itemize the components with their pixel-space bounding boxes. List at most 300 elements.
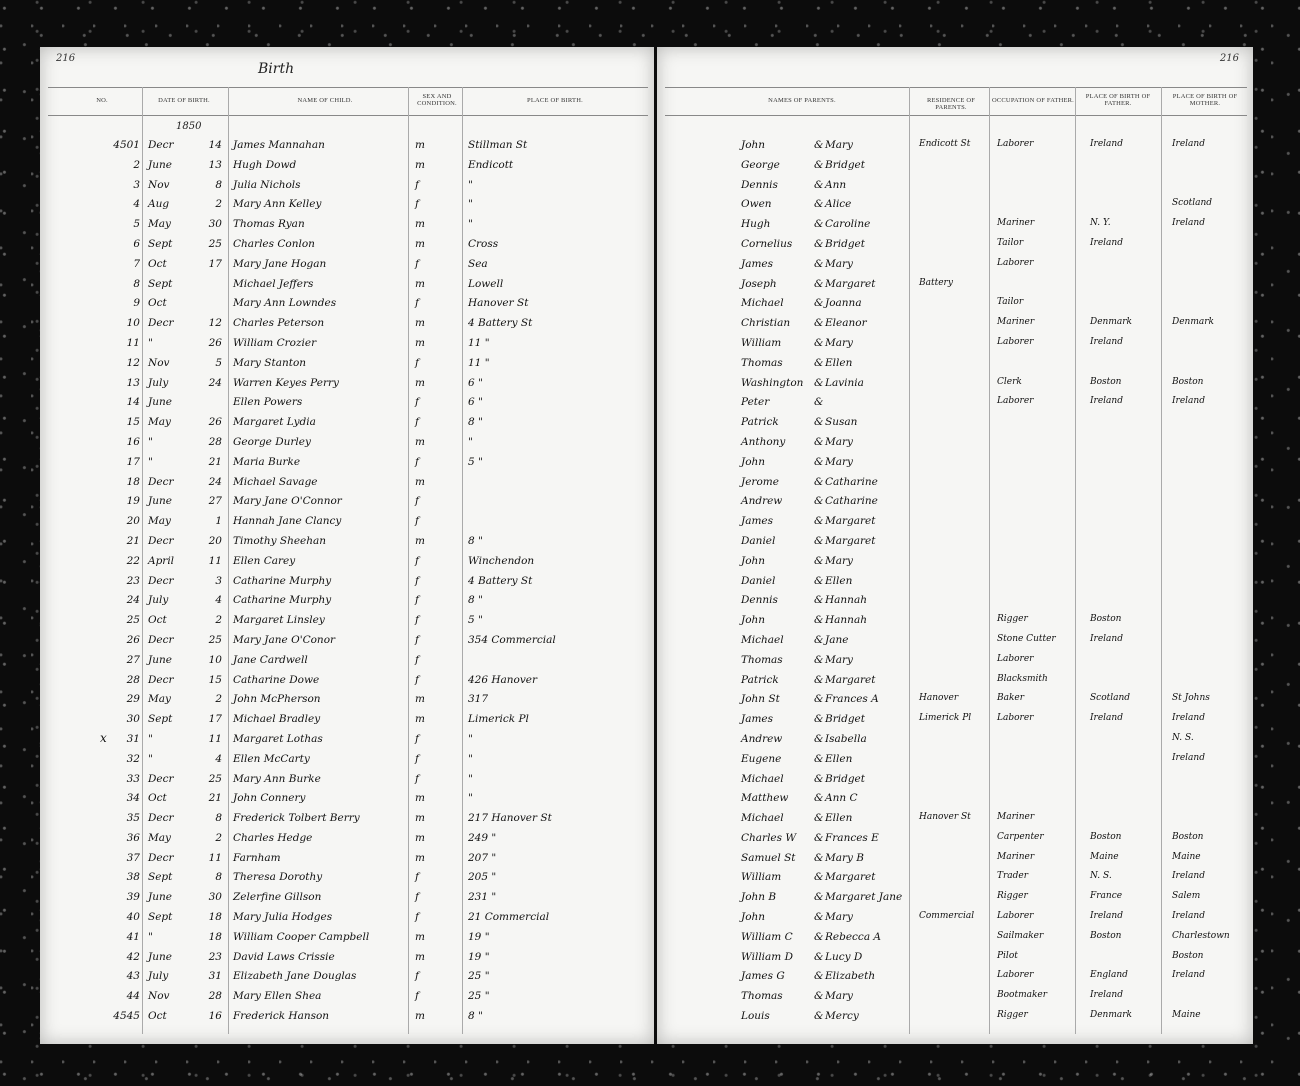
table-row [657, 929, 1253, 949]
child-name: John McPherson [233, 693, 321, 706]
birth-day: 25 [208, 237, 222, 250]
birth-day: 2 [215, 831, 222, 844]
father-name: Cornelius [741, 237, 793, 250]
birth-day: 20 [208, 534, 222, 547]
father-birthplace: Ireland [1090, 990, 1123, 1001]
ampersand-glyph: & [814, 515, 824, 528]
father-occupation: Tailor [997, 297, 1024, 308]
father-name: Jerome [741, 475, 779, 488]
ampersand-glyph: & [814, 812, 824, 825]
header-rule-bottom [665, 115, 1247, 116]
father-name: Joseph [741, 277, 777, 290]
birth-place: Lowell [468, 277, 504, 290]
father-name: Dennis [741, 178, 778, 191]
birth-day: 11 [208, 851, 222, 864]
child-sex: f [415, 633, 419, 646]
father-name: Michael [741, 812, 784, 825]
ampersand-glyph: & [814, 990, 824, 1003]
mother-name: Mary [825, 911, 853, 924]
table-row [40, 454, 654, 474]
birth-place: 25 " [468, 970, 490, 983]
father-name: James [741, 257, 774, 270]
child-sex: f [415, 594, 419, 607]
child-name: James Mannahan [233, 139, 325, 151]
right-register-page [657, 47, 1253, 1044]
father-name: Matthew [741, 792, 789, 805]
father-name: Dennis [741, 594, 778, 607]
child-name: Theresa Dorothy [233, 871, 323, 884]
child-name: Hannah Jane Clancy [233, 515, 342, 528]
table-row [40, 216, 654, 236]
child-sex: m [415, 713, 425, 726]
table-row [657, 790, 1253, 810]
mother-name: Margaret Jane [825, 891, 903, 904]
father-name: John St [741, 693, 780, 706]
mother-birthplace: Boston [1172, 376, 1204, 387]
father-name: Samuel St [741, 851, 796, 864]
ampersand-glyph: & [814, 792, 824, 805]
table-row [40, 869, 654, 889]
father-birthplace: France [1090, 891, 1123, 902]
father-occupation: Laborer [997, 139, 1034, 149]
mother-name: Margaret [825, 515, 876, 528]
birth-place: 21 Commercial [468, 911, 550, 924]
birth-place: 6 " [468, 396, 483, 409]
birth-day: 17 [208, 257, 222, 270]
child-name: Margaret Lothas [233, 732, 323, 745]
mother-name: Joanna [825, 297, 862, 310]
mother-birthplace: Ireland [1172, 871, 1205, 882]
father-birthplace: N. S. [1090, 871, 1112, 882]
child-name: Charles Hedge [233, 831, 313, 844]
birth-month: " [148, 455, 153, 468]
ampersand-glyph: & [814, 356, 824, 369]
header-date-of-birth: DATE OF BIRTH. [158, 97, 210, 104]
ampersand-glyph: & [814, 752, 824, 765]
child-sex: f [415, 871, 419, 884]
table-row [657, 276, 1253, 296]
record-number: 4501 [113, 139, 140, 151]
child-name: Thomas Ryan [233, 218, 305, 231]
father-name: Thomas [741, 653, 783, 666]
father-birthplace: Boston [1090, 614, 1122, 625]
mother-birthplace: Maine [1172, 1010, 1201, 1021]
parents-residence: Hanover St [919, 812, 971, 823]
father-birthplace: England [1090, 970, 1128, 981]
child-name: Michael Jeffers [233, 277, 314, 290]
birth-day: 8 [215, 871, 222, 884]
child-sex: m [415, 376, 425, 389]
father-occupation: Rigger [997, 614, 1028, 625]
birth-month: Decr [148, 772, 174, 785]
header-name-of-child: NAME OF CHILD. [297, 97, 353, 104]
father-birthplace: Boston [1090, 376, 1122, 387]
father-name: Washington [741, 376, 804, 389]
table-row [657, 889, 1253, 909]
birth-place: " [468, 792, 473, 805]
table-row [40, 889, 654, 909]
birth-month: Oct [148, 297, 167, 310]
birth-day: 11 [208, 554, 222, 567]
table-row [40, 949, 654, 969]
mother-name: Margaret [825, 277, 876, 290]
ampersand-glyph: & [814, 653, 824, 666]
ampersand-glyph: & [814, 297, 824, 310]
child-name: Margaret Linsley [233, 614, 325, 627]
record-number: 33 [126, 772, 140, 785]
child-sex: m [415, 950, 425, 963]
child-name: Mary Julia Hodges [233, 911, 333, 924]
child-name: Charles Peterson [233, 317, 325, 330]
record-number: 19 [126, 495, 140, 508]
father-name: Michael [741, 772, 784, 785]
ampersand-glyph: & [814, 198, 824, 211]
ampersand-glyph: & [814, 891, 824, 904]
father-name: Peter [741, 396, 770, 409]
table-row [657, 414, 1253, 434]
table-row [40, 968, 654, 988]
child-sex: f [415, 673, 419, 686]
birth-month: Nov [148, 990, 170, 1003]
table-row [657, 612, 1253, 632]
father-birthplace: Scotland [1090, 693, 1131, 704]
mother-birthplace: Salem [1172, 891, 1201, 902]
table-row [40, 929, 654, 949]
record-number: 17 [126, 455, 140, 468]
father-occupation: Laborer [997, 713, 1034, 724]
ampersand-glyph: & [814, 1010, 824, 1023]
birth-month: Decr [148, 139, 174, 151]
table-row [40, 771, 654, 791]
mother-name: Margaret [825, 871, 876, 884]
birth-place: " [468, 772, 473, 785]
table-row [40, 434, 654, 454]
child-name: Ellen Powers [233, 396, 303, 409]
record-number: 8 [133, 277, 140, 290]
mother-name: Bridget [825, 772, 865, 785]
child-sex: m [415, 218, 425, 231]
record-number: 43 [126, 970, 140, 983]
child-name: Maria Burke [233, 455, 301, 468]
birth-place: Endicott [468, 158, 514, 171]
child-sex: f [415, 257, 419, 270]
ampersand-glyph: & [814, 277, 824, 290]
father-occupation: Mariner [997, 317, 1035, 328]
record-number: 34 [126, 792, 140, 805]
father-name: George [741, 158, 780, 171]
father-name: John [741, 554, 766, 567]
birth-place: 426 Hanover [468, 673, 538, 686]
birth-place: 4 Battery St [468, 317, 533, 330]
table-row [657, 375, 1253, 395]
table-row [40, 850, 654, 870]
record-number: 10 [126, 317, 140, 330]
birth-place: Winchendon [468, 554, 535, 567]
birth-month: Nov [148, 178, 170, 191]
birth-place: Sea [468, 257, 488, 270]
left-rows [40, 137, 654, 1028]
father-birthplace: Denmark [1090, 317, 1132, 328]
birth-place: 207 " [468, 851, 497, 864]
table-row [657, 394, 1253, 414]
birth-place: 25 " [468, 990, 490, 1003]
child-name: Ellen McCarty [233, 752, 310, 765]
father-name: Owen [741, 198, 772, 211]
father-name: Christian [741, 317, 791, 330]
birth-month: July [148, 594, 169, 607]
birth-month: Oct [148, 257, 167, 270]
table-row [657, 216, 1253, 236]
birth-day: 21 [208, 455, 222, 468]
child-name: David Laws Crissie [233, 950, 335, 963]
ampersand-glyph: & [814, 317, 824, 330]
table-row [657, 236, 1253, 256]
birth-month: " [148, 930, 153, 943]
record-number: 9 [133, 297, 140, 310]
child-name: Frederick Tolbert Berry [233, 812, 360, 825]
section-title: Birth [258, 61, 295, 77]
record-number: 32 [126, 752, 140, 765]
child-sex: m [415, 158, 425, 171]
table-row [40, 236, 654, 256]
table-row [657, 157, 1253, 177]
table-row [40, 553, 654, 573]
child-sex: m [415, 851, 425, 864]
father-occupation: Clerk [997, 376, 1022, 387]
father-name: Eugene [741, 752, 782, 765]
mother-birthplace: Ireland [1172, 970, 1205, 981]
record-number: 6 [133, 237, 140, 250]
birth-place: " [468, 218, 473, 231]
ampersand-glyph: & [814, 871, 824, 884]
child-name: Elizabeth Jane Douglas [233, 970, 357, 983]
birth-month: May [148, 218, 171, 231]
table-row [40, 355, 654, 375]
father-occupation: Rigger [997, 1010, 1028, 1021]
table-row [40, 790, 654, 810]
child-name: Zelerfine Gillson [233, 891, 322, 904]
record-number: 44 [126, 990, 140, 1003]
record-number: 42 [126, 950, 140, 963]
father-name: Thomas [741, 990, 783, 1003]
record-number: 36 [126, 831, 140, 844]
table-row [657, 592, 1253, 612]
birth-place: 205 " [468, 871, 497, 884]
birth-month: July [148, 376, 169, 389]
birth-month: Decr [148, 534, 174, 547]
birth-day: 8 [215, 178, 222, 191]
child-sex: f [415, 990, 419, 1003]
child-sex: m [415, 693, 425, 706]
mother-name: Susan [825, 416, 858, 429]
mother-name: Bridget [825, 237, 865, 250]
child-name: Mary Ann Lowndes [233, 297, 337, 310]
birth-place: Hanover St [468, 297, 529, 310]
child-name: Catharine Murphy [233, 574, 332, 587]
mother-name: Hannah [825, 594, 867, 607]
table-row [657, 177, 1253, 197]
birth-month: July [148, 970, 169, 983]
birth-month: Decr [148, 812, 174, 825]
record-number: 41 [126, 930, 140, 943]
father-occupation: Blacksmith [997, 673, 1048, 684]
table-row [657, 869, 1253, 889]
father-occupation: Mariner [997, 851, 1035, 862]
mother-name: Ellen [825, 574, 853, 587]
table-row [40, 592, 654, 612]
birth-month: Decr [148, 574, 174, 587]
header-names-of-parents: NAMES OF PARENTS. [768, 97, 836, 104]
child-name: Timothy Sheehan [233, 534, 327, 547]
birth-month: May [148, 416, 171, 429]
parents-residence: Battery [919, 277, 953, 288]
child-sex: f [415, 416, 419, 429]
father-birthplace: Ireland [1090, 139, 1123, 149]
birth-day: 18 [208, 930, 222, 943]
child-name: Hugh Dowd [233, 158, 297, 171]
record-number: 12 [126, 356, 140, 369]
child-sex: f [415, 356, 419, 369]
table-row [40, 474, 654, 494]
child-sex: f [415, 891, 419, 904]
table-row [657, 988, 1253, 1008]
ampersand-glyph: & [814, 376, 824, 389]
birth-day: 27 [208, 495, 222, 508]
ampersand-glyph: & [814, 930, 824, 943]
father-name: Patrick [741, 673, 779, 686]
table-row [657, 830, 1253, 850]
header-no: NO. [96, 97, 108, 104]
father-name: Patrick [741, 416, 779, 429]
child-name: Mary Jane O'Connor [233, 495, 342, 508]
ampersand-glyph: & [814, 455, 824, 468]
birth-month: Decr [148, 317, 174, 330]
header-occupation-of-father: OCCUPATION OF FATHER. [991, 97, 1075, 104]
table-row [657, 909, 1253, 929]
record-number: 37 [126, 851, 140, 864]
ampersand-glyph: & [814, 495, 824, 508]
birth-month: June [148, 396, 172, 409]
child-name: Charles Conlon [233, 237, 315, 250]
ampersand-glyph: & [814, 218, 824, 231]
ampersand-glyph: & [814, 158, 824, 171]
table-row [40, 414, 654, 434]
birth-month: " [148, 732, 153, 745]
father-birthplace: Ireland [1090, 713, 1123, 724]
father-name: William [741, 336, 782, 349]
father-occupation: Tailor [997, 237, 1024, 248]
birth-day: 2 [215, 198, 222, 211]
birth-month: June [148, 158, 172, 171]
mother-birthplace: Denmark [1172, 317, 1214, 328]
father-occupation: Pilot [997, 950, 1018, 961]
table-row [657, 335, 1253, 355]
child-sex: m [415, 930, 425, 943]
table-row [40, 157, 654, 177]
header-birth-of-father: PLACE OF BIRTH OF FATHER. [1085, 93, 1151, 107]
table-row [657, 691, 1253, 711]
birth-day: 26 [208, 416, 222, 429]
table-row [657, 652, 1253, 672]
child-name: Julia Nichols [233, 178, 301, 191]
record-number: 35 [126, 812, 140, 825]
birth-month: June [148, 495, 172, 508]
record-number: 16 [126, 435, 140, 448]
table-row [657, 454, 1253, 474]
header-sex-condition: SEX AND CONDITION. [417, 93, 457, 107]
father-occupation: Mariner [997, 812, 1035, 823]
child-sex: m [415, 139, 425, 151]
birth-month: May [148, 831, 171, 844]
page-number-right: 216 [1219, 53, 1239, 64]
father-birthplace: Ireland [1090, 396, 1123, 407]
table-row [657, 968, 1253, 988]
ampersand-glyph: & [814, 594, 824, 607]
child-sex: f [415, 455, 419, 468]
father-name: John [741, 139, 766, 151]
child-name: Mary Ellen Shea [233, 990, 322, 1003]
birth-day: 26 [208, 336, 222, 349]
child-sex: f [415, 198, 419, 211]
birth-month: Oct [148, 1010, 167, 1023]
birth-place: 5 " [468, 455, 483, 468]
ampersand-glyph: & [814, 396, 824, 409]
birth-place: 5 " [468, 614, 483, 627]
birth-place: 249 " [468, 831, 497, 844]
record-number: 14 [126, 396, 140, 409]
margin-mark: x [100, 731, 107, 745]
table-row [657, 850, 1253, 870]
father-occupation: Laborer [997, 653, 1034, 664]
birth-day: 30 [208, 218, 222, 231]
birth-place: Stillman St [468, 139, 528, 151]
father-birthplace: Ireland [1090, 237, 1123, 248]
child-sex: f [415, 732, 419, 745]
ampersand-glyph: & [814, 534, 824, 547]
mother-name: Ann C [825, 792, 858, 805]
mother-name: Catharine [825, 475, 878, 488]
birth-day: 17 [208, 713, 222, 726]
birth-day: 13 [208, 158, 222, 171]
left-register-page [40, 47, 654, 1044]
record-number: 26 [126, 633, 140, 646]
ampersand-glyph: & [814, 950, 824, 963]
mother-name: Mary B [825, 851, 865, 864]
child-name: Mary Jane O'Conor [233, 633, 336, 646]
father-name: John B [741, 891, 777, 904]
birth-day: 2 [215, 693, 222, 706]
record-number: 28 [126, 673, 140, 686]
table-row [40, 1008, 654, 1028]
table-row [657, 731, 1253, 751]
child-sex: f [415, 772, 419, 785]
record-number: 21 [126, 534, 140, 547]
birth-day: 11 [208, 732, 222, 745]
birth-place: " [468, 435, 473, 448]
child-sex: f [415, 495, 419, 508]
record-number: 4545 [113, 1010, 140, 1023]
mother-name: Jane [825, 633, 849, 646]
table-row [40, 711, 654, 731]
birth-month: June [148, 950, 172, 963]
ampersand-glyph: & [814, 475, 824, 488]
record-number: 39 [126, 891, 140, 904]
mother-birthplace: Ireland [1172, 218, 1205, 229]
birth-month: Sept [148, 713, 173, 726]
father-name: Michael [741, 633, 784, 646]
child-sex: m [415, 435, 425, 448]
father-name: Anthony [741, 435, 786, 448]
